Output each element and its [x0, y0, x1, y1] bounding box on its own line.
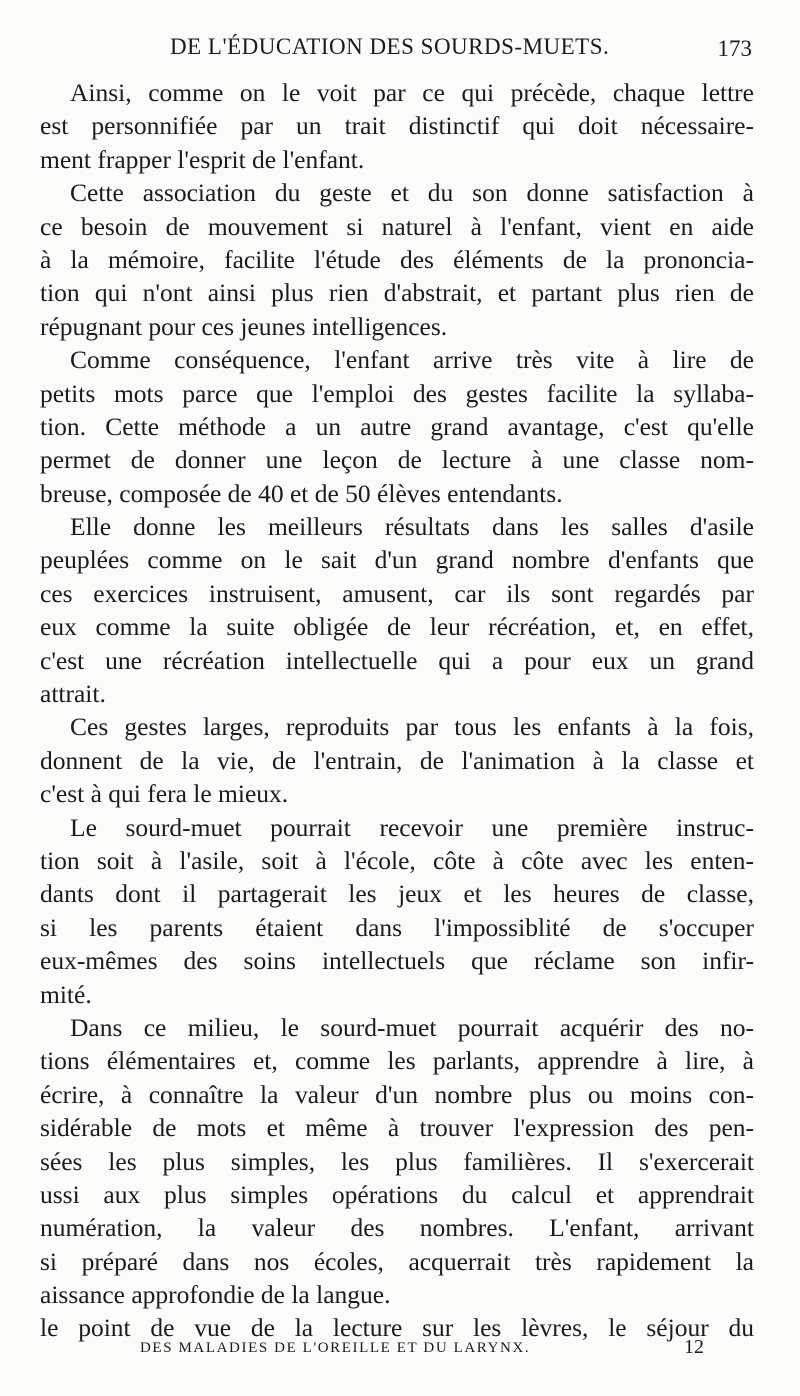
signature-mark: 12	[684, 1336, 704, 1358]
text-line: sées les plus simples, les plus familières. Il s'exercerait	[40, 1146, 754, 1176]
paragraph	[40, 343, 754, 510]
text-line: Cette association du geste et du son donne satisfaction à	[70, 178, 754, 208]
text-line: à la mémoire, facilite l'étude des éléments de la prononcia-	[40, 244, 754, 274]
text-line: ce besoin de mouvement si naturel à l'enfant, vient en aide	[40, 211, 754, 241]
text-line: breuse, composée de 40 et de 50 élèves entendants.	[40, 478, 563, 508]
text-line: eux-mêmes des soins intellectuels que réclame son infir-	[40, 946, 754, 976]
text-line: si les parents étaient dans l'impossiblité de s'occuper	[40, 912, 754, 942]
text-line: tions élémentaires et, comme les parlants, apprendre à lire, à	[40, 1046, 754, 1076]
paragraph	[40, 510, 754, 710]
body-text	[40, 76, 754, 1345]
text-line: mité.	[40, 979, 92, 1009]
page-number: 173	[717, 36, 752, 61]
text-line: sidérable de mots et même à trouver l'expression des pen-	[40, 1113, 754, 1143]
text-line: Ainsi, comme on le voit par ce qui précède, chaque lettre	[70, 78, 754, 107]
text-line: attrait.	[40, 679, 106, 709]
text-line: le point de vue de la lecture sur les lèvres, le séjour du	[40, 1313, 754, 1343]
text-line: tion soit à l'asile, soit à l'école, côte à côte avec les enten-	[40, 845, 754, 875]
text-line: tion qui n'ont ainsi plus rien d'abstrait, et partant plus rien de	[40, 278, 754, 308]
text-line: eux comme la suite obligée de leur récréation, et, en effet,	[40, 612, 754, 642]
text-line: ces exercices instruisent, amusent, car ils sont regardés par	[40, 578, 754, 608]
text-line: répugnant pour ces jeunes intelligences.	[40, 311, 448, 341]
text-line: permet de donner une leçon de lecture à une classe nom-	[40, 445, 754, 475]
text-line: écrire, à connaître la valeur d'un nombre plus ou moins con-	[40, 1079, 754, 1109]
text-line: petits mots parce que l'emploi des gestes facilite la syllaba-	[40, 378, 754, 408]
text-line: Elle donne les meilleurs résultats dans les salles d'asile	[70, 512, 754, 542]
text-line: ment frapper l'esprit de l'enfant.	[40, 144, 365, 174]
text-line: numération, la valeur des nombres. L'enfant, arrivant	[40, 1213, 754, 1243]
text-line: dants dont il partagerait les jeux et les heures de classe,	[40, 879, 754, 909]
paragraph	[40, 1011, 754, 1345]
paragraph	[40, 176, 754, 343]
text-line: est personnifiée par un trait distinctif qui doit nécessaire-	[40, 111, 754, 141]
footer-title: DES MALADIES DE L'OREILLE ET DU LARYNX.	[140, 1340, 531, 1356]
paragraph	[40, 811, 754, 1011]
text-line: donnent de la vie, de l'entrain, de l'animation à la classe et	[40, 745, 754, 775]
text-line: Dans ce milieu, le sourd-muet pourrait acquérir des no-	[70, 1012, 754, 1042]
text-line: Comme conséquence, l'enfant arrive très vite à lire de	[70, 345, 754, 375]
text-line: peuplées comme on le sait d'un grand nombre d'enfants que	[40, 545, 754, 575]
text-line: Le sourd-muet pourrait recevoir une première instruc-	[70, 812, 754, 842]
running-header	[0, 34, 800, 64]
paragraph	[40, 710, 754, 810]
text-line: ussi aux plus simples opérations du calcul et apprendrait	[40, 1179, 754, 1209]
paragraph	[40, 76, 754, 176]
running-title: DE L'ÉDUCATION DES SOURDS-MUETS.	[170, 34, 610, 59]
text-line: Ces gestes larges, reproduits par tous les enfants à la fois,	[70, 712, 754, 742]
text-line: c'est à qui fera le mieux.	[40, 779, 289, 809]
text-line: tion. Cette méthode a un autre grand avantage, c'est qu'elle	[40, 411, 754, 441]
text-line: aissance approfondie de la langue.	[40, 1280, 391, 1310]
page-footer	[0, 1336, 800, 1366]
text-line: c'est une récréation intellectuelle qui a pour eux un grand	[40, 645, 754, 675]
text-line: si préparé dans nos écoles, acquerrait très rapidement la	[40, 1246, 754, 1276]
